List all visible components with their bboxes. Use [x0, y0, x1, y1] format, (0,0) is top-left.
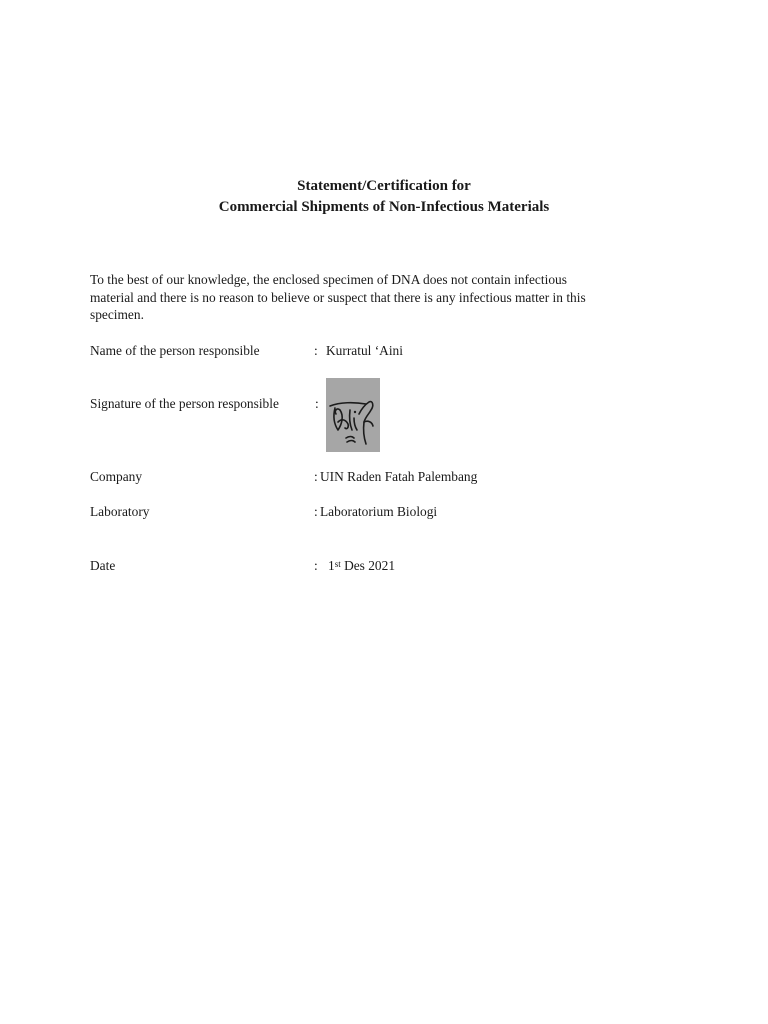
signature-drawing: [326, 378, 380, 452]
document-title-line-2: Commercial Shipments of Non-Infectious Materials: [218, 199, 550, 215]
name-value: Kurratul ‘Aini: [326, 343, 403, 358]
statement-line-3: specimen.: [90, 307, 144, 322]
statement-paragraph: [90, 271, 670, 324]
laboratory-value: Laboratorium Biologi: [320, 504, 438, 519]
name-colon: :: [314, 343, 318, 358]
date-ordinal-suffix: st: [334, 559, 341, 569]
date-value: [328, 557, 395, 575]
date-month-year: Des 2021: [340, 558, 396, 573]
document-title-line-1: Statement/Certification for: [297, 178, 471, 194]
date-label: Date: [90, 558, 116, 573]
date-colon: :: [314, 558, 318, 573]
date-day: 1: [328, 558, 335, 573]
laboratory-colon: :: [314, 504, 318, 519]
company-label: Company: [90, 469, 143, 484]
signature-image: [326, 378, 380, 452]
statement-line-1: To the best of our knowledge, the enclosed specimen of DNA does not contain infectious: [90, 272, 567, 287]
signature-label: Signature of the person responsible: [90, 396, 279, 411]
company-value: UIN Raden Fatah Palembang: [320, 469, 478, 484]
statement-line-2: material and there is no reason to believe or suspect that there is any infectious matter in this: [90, 289, 586, 305]
company-colon: :: [314, 469, 318, 484]
name-label: Name of the person responsible: [90, 343, 260, 358]
signature-colon: :: [315, 396, 319, 411]
laboratory-label: Laboratory: [90, 504, 150, 519]
